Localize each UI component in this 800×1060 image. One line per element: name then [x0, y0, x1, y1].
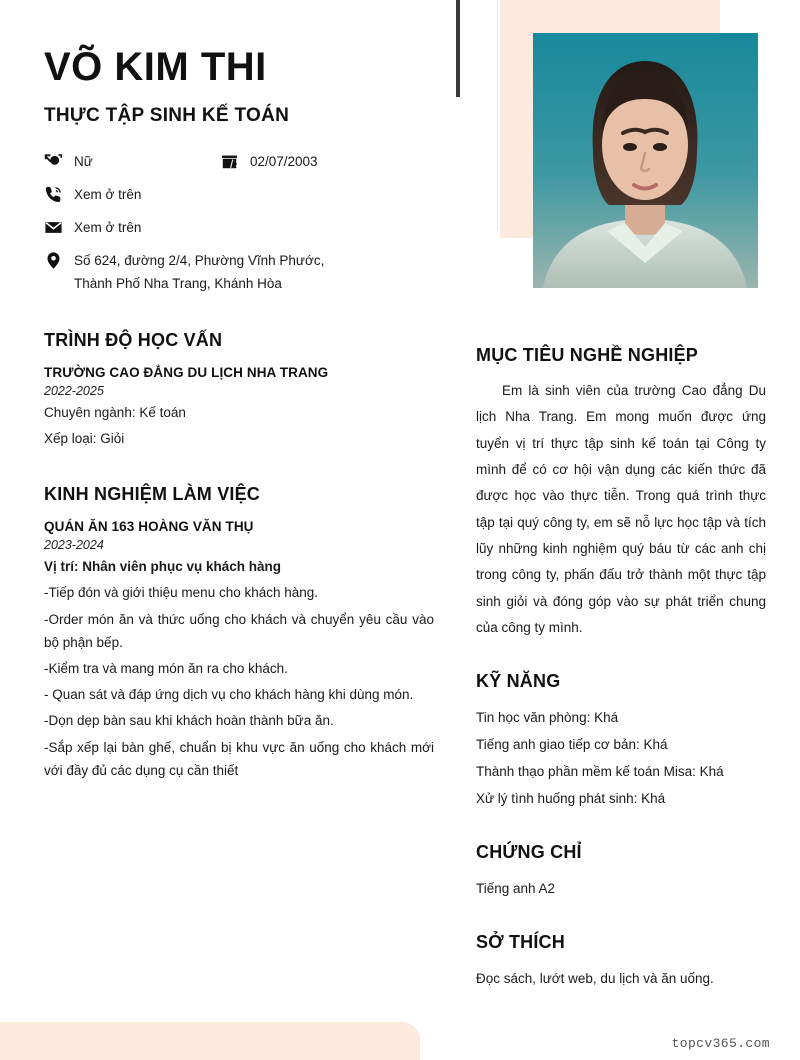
section-heading-objective: MỤC TIÊU NGHỀ NGHIỆP	[476, 345, 699, 365]
education-grade: Xếp loại: Giỏi	[44, 430, 125, 446]
list-item: Tiếng anh giao tiếp cơ bản: Khá	[476, 737, 668, 753]
list-item: - Quan sát và đáp ứng dịch vụ cho khách hàng khi dùng món.	[44, 687, 414, 703]
phone-value: Xem ở trên	[74, 186, 142, 202]
envelope-icon	[44, 217, 74, 237]
contact-item-email	[44, 217, 434, 240]
job-title: THỰC TẬP SINH KẾ TOÁN	[44, 105, 290, 126]
list-item: -Kiểm tra và mang món ăn ra cho khách.	[44, 661, 288, 676]
list-item: Tiếng anh A2	[476, 881, 556, 897]
education-entry	[44, 365, 434, 450]
experience-duty-list	[44, 581, 434, 782]
section-heading-certificates: CHỨNG CHỈ	[476, 842, 582, 863]
email-value: Xem ở trên	[74, 219, 142, 235]
experience-years: 2023-2024	[44, 538, 104, 553]
hobbies-section	[476, 932, 766, 992]
page-title: VÕ KIM THI	[44, 45, 267, 89]
list-item: -Order món ăn và thức uống cho khách và chuyển yêu cầu vào bộ phận bếp.	[44, 611, 434, 650]
gender-value: Nữ	[74, 154, 93, 169]
contact-row-gender-birthdate	[44, 151, 434, 174]
education-school: TRƯỜNG CAO ĐẲNG DU LỊCH NHA TRANG	[44, 364, 329, 380]
section-heading-skills: KỸ NĂNG	[476, 671, 561, 692]
phone-icon	[44, 184, 74, 204]
list-item: Xử lý tình huống phát sinh: Khá	[476, 791, 666, 807]
contact-item-address	[44, 250, 434, 296]
list-item: Tin học văn phòng: Khá	[476, 710, 619, 726]
gender-icon	[44, 151, 74, 171]
left-column	[44, 0, 434, 782]
address-line-2: Thành Phố Nha Trang, Khánh Hòa	[74, 275, 282, 291]
objective-text: Em là sinh viên của trường Cao đẳng Du lịch Nha Trang. Em mong muốn được ứng tuyển vị trí thực tập sinh kế toán tại Công ty mình để có cơ hội vận dụng các kiến thức đã được học vào thực tiễn. Trong quá trình thực tập tại quý công ty, em sẽ nỗ lực học tập và tích lũy những kinh nghiệm quý báu từ các anh chị trong công ty, phấn đấu trở thành một thực tập sinh giỏi và đóng góp vào sự phát triển chung của công ty mình.	[476, 383, 766, 635]
section-heading-education: TRÌNH ĐỘ HỌC VẤN	[44, 329, 223, 350]
list-item: -Tiếp đón và giới thiệu menu cho khách hàng.	[44, 585, 319, 601]
contact-info	[44, 151, 434, 296]
contact-item-birthdate	[220, 151, 318, 174]
peach-accent-block-bottom	[0, 1022, 420, 1060]
list-item: -Sắp xếp lại bàn ghế, chuẩn bị khu vực ăn uống cho khách mới với đầy đủ các dụng cụ cần thiết	[44, 739, 434, 778]
birthdate-value: 02/07/2003	[250, 154, 318, 169]
section-heading-experience: KINH NGHIỆM LÀM VIỆC	[44, 484, 261, 505]
dark-accent-bar	[456, 0, 460, 97]
section-heading-hobbies: SỞ THÍCH	[476, 932, 565, 953]
experience-company: QUÁN ĂN 163 HOÀNG VĂN THỤ	[44, 519, 254, 535]
location-pin-icon	[44, 250, 74, 270]
education-major: Chuyên ngành: Kế toán	[44, 404, 186, 420]
contact-item-phone	[44, 184, 434, 207]
right-column	[476, 0, 766, 992]
calendar-icon	[220, 151, 250, 171]
list-item: -Dọn dẹp bàn sau khi khách hoàn thành bữa ăn.	[44, 713, 334, 729]
experience-position: Vị trí: Nhân viên phục vụ khách hàng	[44, 559, 282, 575]
experience-entry	[44, 519, 434, 782]
list-item: Đọc sách, lướt web, du lịch và ăn uống.	[476, 971, 714, 987]
contact-item-gender	[44, 151, 220, 174]
address-line-1: Số 624, đường 2/4, Phường Vĩnh Phước,	[74, 252, 325, 268]
certificates-section	[476, 842, 766, 902]
list-item: Thành thạo phần mềm kế toán Misa: Khá	[476, 764, 724, 780]
education-years: 2022-2025	[44, 383, 104, 398]
footer-watermark: topcv365.com	[671, 1036, 770, 1051]
address-value	[74, 250, 324, 296]
skills-section	[476, 671, 766, 812]
